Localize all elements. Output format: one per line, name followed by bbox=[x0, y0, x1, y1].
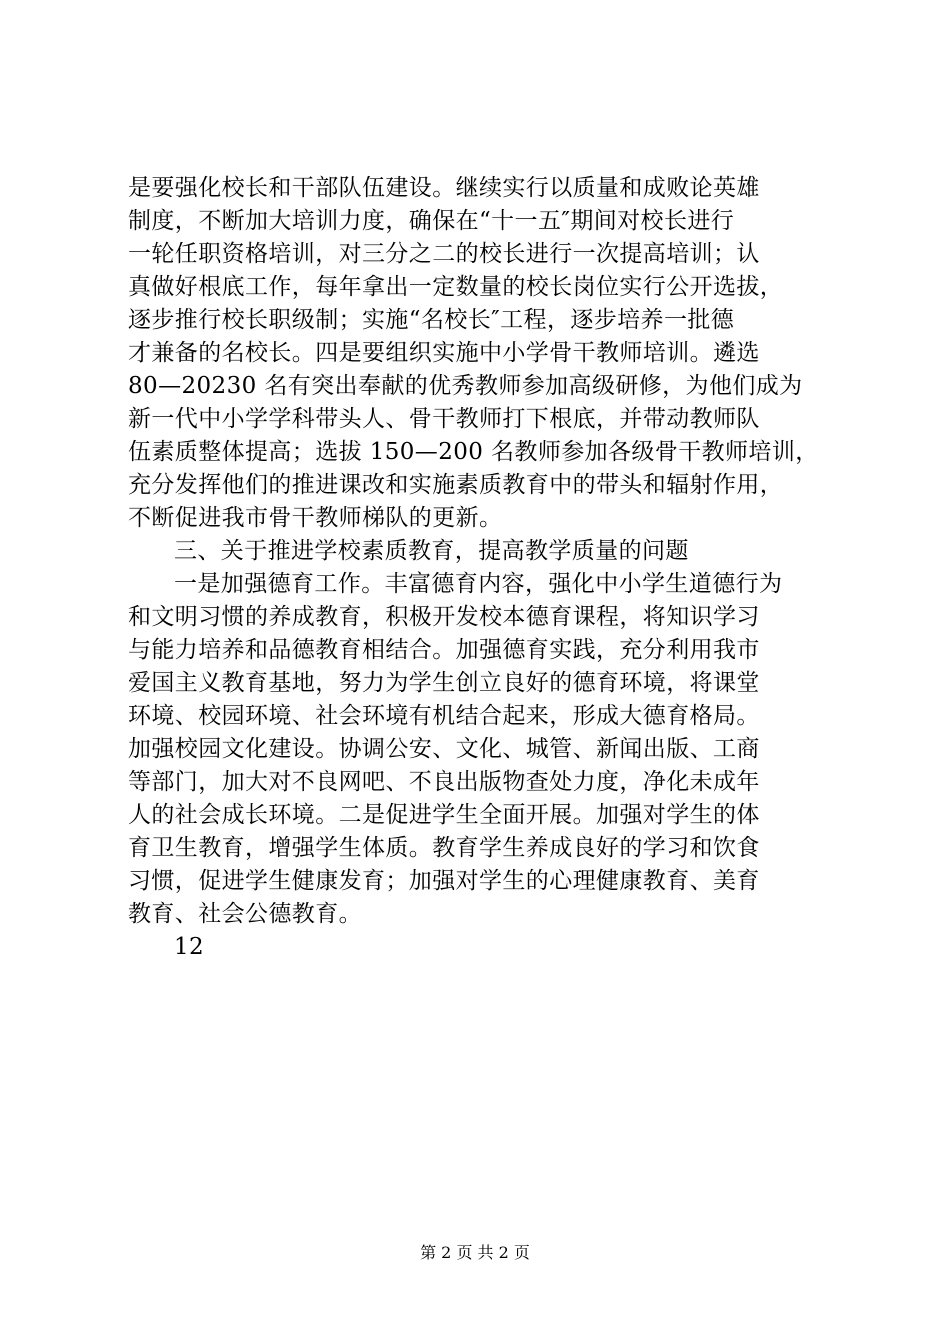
text-line: 与能力培养和品德教育相结合。加强德育实践，充分利用我市 bbox=[128, 637, 760, 663]
paragraph-first-line: 一是加强德育工作。丰富德育内容，强化中小学生道德行为 bbox=[174, 571, 783, 597]
text-line: 伍素质整体提高；选拔 150—200 名教师参加各级骨干教师培训， bbox=[128, 439, 819, 465]
text-line: 制度，不断加大培训力度，确保在“十一五″期间对校长进行 bbox=[128, 208, 735, 234]
text-line: 新一代中小学学科带头人、骨干教师打下根底，并带动教师队 bbox=[128, 406, 760, 432]
section-heading: 三、关于推进学校素质教育，提高教学质量的问题 bbox=[174, 538, 689, 564]
text-line: 逐步推行校长职级制；实施“名校长″工程，逐步培养一批德 bbox=[128, 307, 735, 333]
document-body bbox=[128, 172, 828, 964]
trailing-number: 12 bbox=[174, 934, 205, 960]
page-number-footer: 第 2 页 共 2 页 bbox=[420, 1243, 530, 1262]
text-line: 和文明习惯的养成教育，积极开发校本德育课程，将知识学习 bbox=[128, 604, 760, 630]
text-line: 是要强化校长和干部队伍建设。继续实行以质量和成败论英雄 bbox=[128, 175, 760, 201]
text-line: 等部门，加大对不良网吧、不良出版物查处力度，净化未成年 bbox=[128, 769, 760, 795]
text-line: 习惯，促进学生健康发育；加强对学生的心理健康教育、美育 bbox=[128, 868, 760, 894]
text-line: 80—20230 名有突出奉献的优秀教师参加高级研修，为他们成为 bbox=[128, 373, 803, 399]
text-line: 育卫生教育，增强学生体质。教育学生养成良好的学习和饮食 bbox=[128, 835, 760, 861]
text-line: 加强校园文化建设。协调公安、文化、城管、新闻出版、工商 bbox=[128, 736, 760, 762]
text-line: 充分发挥他们的推进课改和实施素质教育中的带头和辐射作用， bbox=[128, 472, 784, 498]
text-line: 爱国主义教育基地，努力为学生创立良好的德育环境，将课堂 bbox=[128, 670, 760, 696]
text-line: 才兼备的名校长。四是要组织实施中小学骨干教师培训。遴选 bbox=[128, 340, 760, 366]
text-line: 真做好根底工作，每年拿出一定数量的校长岗位实行公开选拔， bbox=[128, 274, 784, 300]
text-line: 不断促进我市骨干教师梯队的更新。 bbox=[128, 505, 503, 531]
text-line: 一轮任职资格培训，对三分之二的校长进行一次提高培训；认 bbox=[128, 241, 760, 267]
text-line: 人的社会成长环境。二是促进学生全面开展。加强对学生的体 bbox=[128, 802, 760, 828]
text-line: 教育、社会公德教育。 bbox=[128, 901, 362, 927]
text-line: 环境、校园环境、社会环境有机结合起来，形成大德育格局。 bbox=[128, 703, 760, 729]
